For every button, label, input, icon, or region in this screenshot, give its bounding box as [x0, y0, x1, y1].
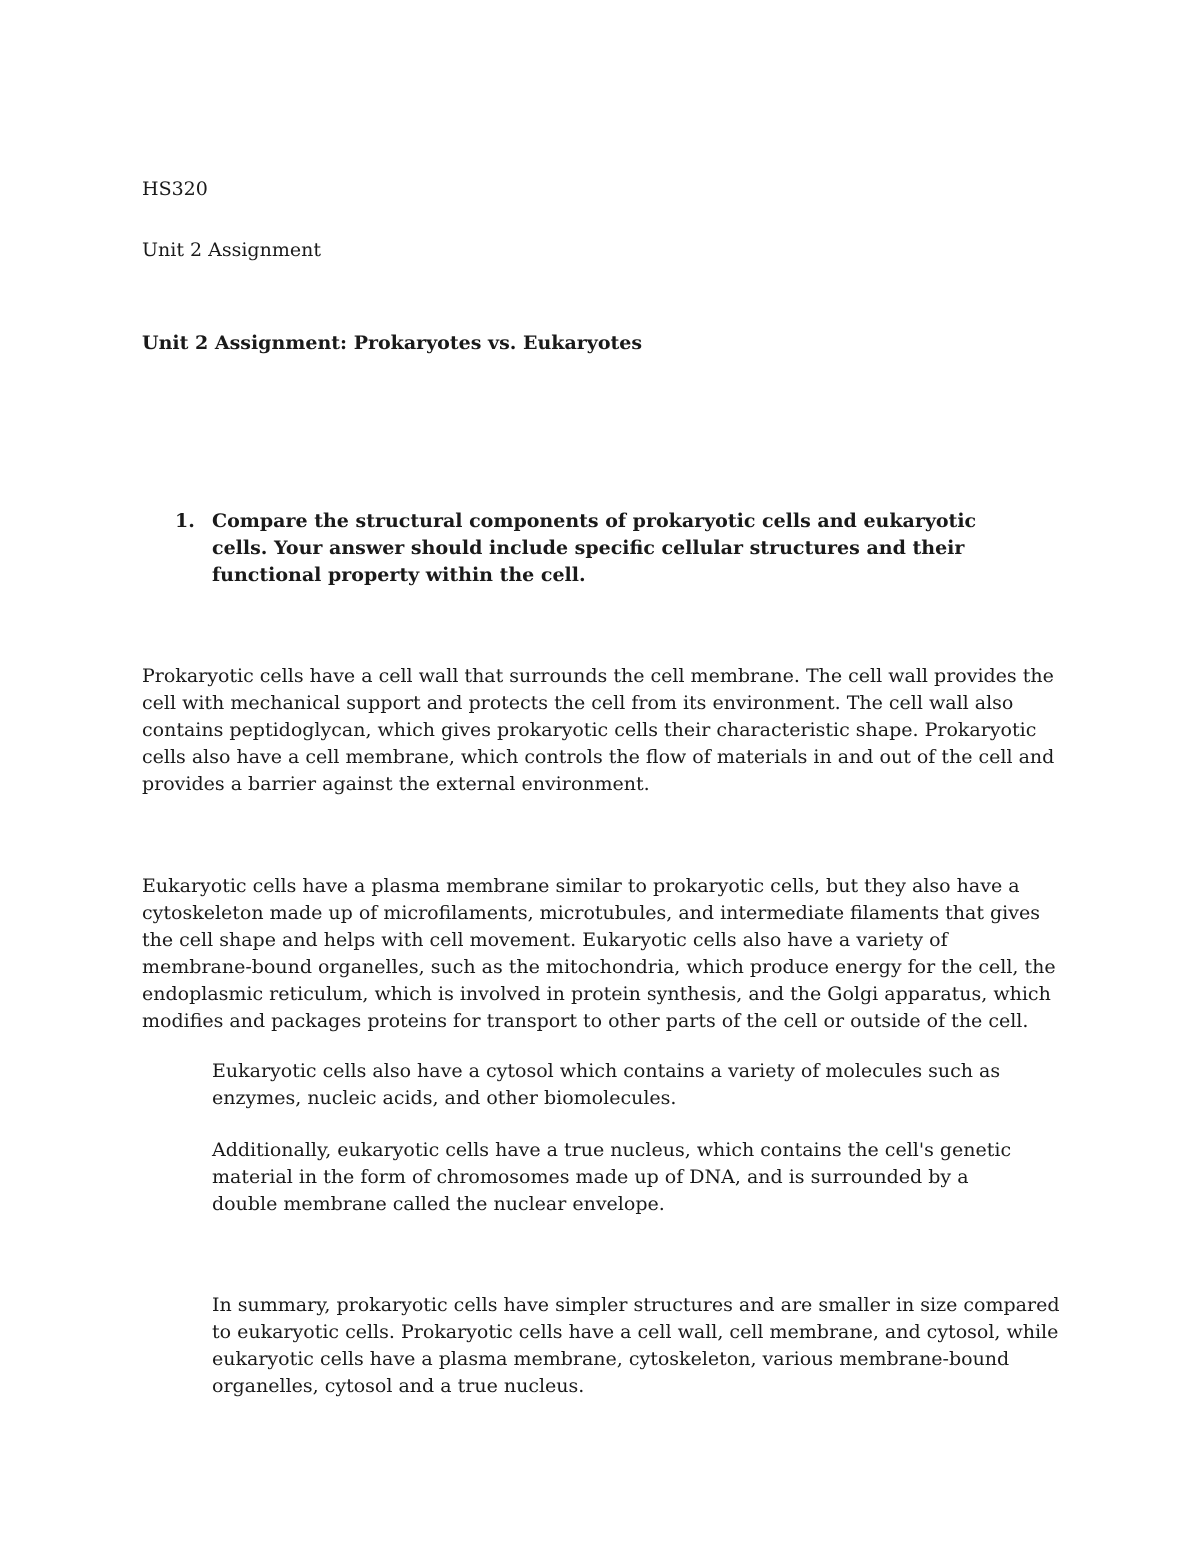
question-number: 1.	[175, 510, 195, 532]
course-code: HS320	[142, 178, 208, 200]
answer-paragraph-prokaryotic: Prokaryotic cells have a cell wall that surrounds the cell membrane. The cell wall provides the cell with mechanical support and protects the cell from its environment. The cell wall also contains peptidoglycan, which gives prokaryotic cells their characteristic shape. Prokaryotic cells also have a cell membrane, which controls the flow of materials in and out of the cell and provides a barrier against the external environment.	[142, 665, 1055, 795]
question-1	[142, 508, 1042, 589]
unit-label: Unit 2 Assignment	[142, 239, 321, 261]
answer-paragraph-nucleus: Additionally, eukaryotic cells have a true nucleus, which contains the cell's genetic material in the form of chromosomes made up of DNA, and is surrounded by a double membrane called the nuclear envelope.	[212, 1139, 1012, 1215]
answer-paragraph-eukaryotic: Eukaryotic cells have a plasma membrane similar to prokaryotic cells, but they also have a cytoskeleton made up of microfilaments, microtubules, and intermediate filaments that gives the cell shape and helps with cell movement. Eukaryotic cells also have a variety of membrane-bound organelles, such as the mitochondria, which produce energy for the cell, the endoplasmic reticulum, which is involved in protein synthesis, and the Golgi apparatus, which modifies and packages proteins for transport to other parts of the cell or outside of the cell.	[142, 875, 1056, 1032]
page-title: Unit 2 Assignment: Prokaryotes vs. Eukaryotes	[142, 332, 643, 354]
answer-paragraph-summary: In summary, prokaryotic cells have simpler structures and are smaller in size compared to eukaryotic cells. Prokaryotic cells have a cell wall, cell membrane, and cytosol, while eukaryotic cells have a plasma membrane, cytoskeleton, various membrane-bound organelles, cytosol and a true nucleus.	[212, 1294, 1060, 1397]
question-text: Compare the structural components of prokaryotic cells and eukaryotic cells. Your answer should include specific cellular structures and their functional property within the cell.	[212, 510, 977, 586]
answer-paragraph-cytosol: Eukaryotic cells also have a cytosol which contains a variety of molecules such as enzymes, nucleic acids, and other biomolecules.	[212, 1060, 1001, 1109]
